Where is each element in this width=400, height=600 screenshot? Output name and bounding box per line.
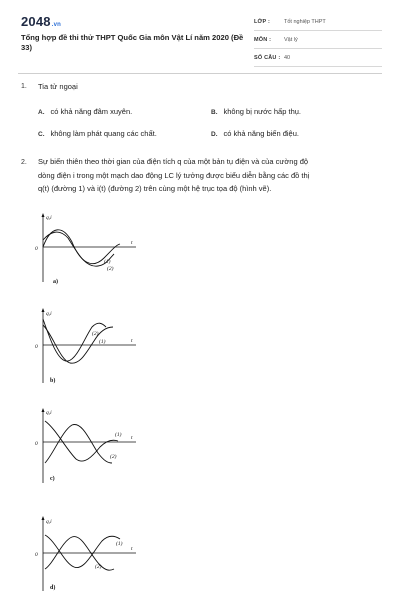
- origin-label: 0: [35, 441, 38, 447]
- answer-option-d[interactable]: [211, 129, 299, 138]
- graph-tag: c): [50, 476, 55, 482]
- option-letter: B.: [211, 109, 218, 116]
- x-axis-label: t: [131, 546, 133, 552]
- origin-label: 0: [35, 552, 38, 558]
- y-axis-arrow: [42, 408, 45, 412]
- curve-1-label: (1): [115, 432, 122, 438]
- option-text: không bị nước hấp thụ.: [223, 107, 301, 116]
- brand-name: 2048: [21, 14, 51, 29]
- curve-2: [45, 424, 112, 463]
- answer-option-a[interactable]: [38, 107, 132, 116]
- curve-1-label: (1): [99, 339, 106, 345]
- curve-2-label: (2): [110, 454, 117, 460]
- meta-row-count: [254, 51, 382, 67]
- brand-suffix: .vn: [51, 22, 62, 28]
- graph-a: [28, 210, 143, 292]
- meta-row-class: [254, 15, 382, 31]
- graph-svg: [28, 513, 143, 595]
- meta-row-subject: [254, 33, 382, 49]
- y-axis-label: q,i: [46, 215, 52, 221]
- question-line: q(t) (đường 1) và i(t) (đường 2) trên cùng một hệ trục tọa độ (hình vẽ).: [38, 184, 272, 193]
- origin-label: 0: [35, 344, 38, 350]
- question-text: Tia tử ngoại: [38, 82, 78, 91]
- document-title: Tổng hợp đề thi thử THPT Quốc Gia môn Vật Lí năm 2020 (Đề 33): [21, 33, 244, 52]
- curve-2-label: (2): [95, 564, 102, 570]
- question-number: 2.: [21, 159, 27, 166]
- option-letter: A.: [38, 109, 45, 116]
- brand-logo[interactable]: [21, 14, 61, 29]
- answer-option-b[interactable]: [211, 107, 301, 116]
- x-axis-label: t: [131, 338, 133, 344]
- question-text: [38, 155, 383, 196]
- graph-d: [28, 513, 143, 595]
- y-axis-label: q,i: [46, 519, 52, 525]
- curve-1: [45, 535, 120, 568]
- y-axis-label: q,i: [46, 311, 52, 317]
- option-text: có khả năng biến điệu.: [223, 129, 299, 138]
- graph-tag: a): [53, 279, 58, 285]
- x-axis-label: t: [131, 240, 133, 246]
- curve-2-label: (2): [107, 266, 114, 272]
- graph-tag: d): [50, 585, 56, 591]
- meta-panel: [254, 15, 382, 69]
- question-line: Sự biến thiên theo thời gian của điện tích q của một bản tụ điện và của cường độ: [38, 157, 309, 166]
- graph-tag: b): [50, 378, 56, 384]
- y-axis-arrow: [42, 308, 45, 312]
- curve-1-label: (1): [104, 259, 111, 265]
- option-text: không làm phát quang các chất.: [50, 129, 157, 138]
- answer-option-c[interactable]: [38, 129, 157, 138]
- meta-key: LỚP :: [254, 19, 270, 25]
- curve-1-label: (1): [116, 541, 123, 547]
- graph-c: [28, 405, 143, 487]
- question-line: dòng điện i trong một mạch dao động LC lý tưởng được biểu diễn bằng các đồ thị: [38, 170, 310, 180]
- curve-2-label: (2): [92, 331, 99, 337]
- meta-key: SỐ CÂU :: [254, 55, 281, 61]
- graph-svg: [28, 305, 143, 387]
- curve-2: [43, 319, 106, 361]
- meta-value: Tốt nghiệp THPT: [284, 19, 326, 25]
- y-axis-arrow: [42, 516, 45, 520]
- option-letter: D.: [211, 131, 218, 138]
- curve-1: [45, 421, 118, 461]
- x-axis-label: t: [131, 435, 133, 441]
- meta-key: MÔN :: [254, 37, 272, 43]
- question-number: 1.: [21, 83, 27, 90]
- option-letter: C.: [38, 131, 45, 138]
- option-text: có khả năng đâm xuyên.: [50, 107, 133, 116]
- meta-value: Vật lý: [284, 37, 298, 43]
- graph-svg: [28, 210, 143, 292]
- graph-svg: [28, 405, 143, 487]
- origin-label: 0: [35, 246, 38, 252]
- y-axis-arrow: [42, 213, 45, 217]
- y-axis-label: q,i: [46, 410, 52, 416]
- header-divider: [18, 73, 382, 74]
- meta-value: 40: [284, 55, 291, 61]
- graph-b: [28, 305, 143, 387]
